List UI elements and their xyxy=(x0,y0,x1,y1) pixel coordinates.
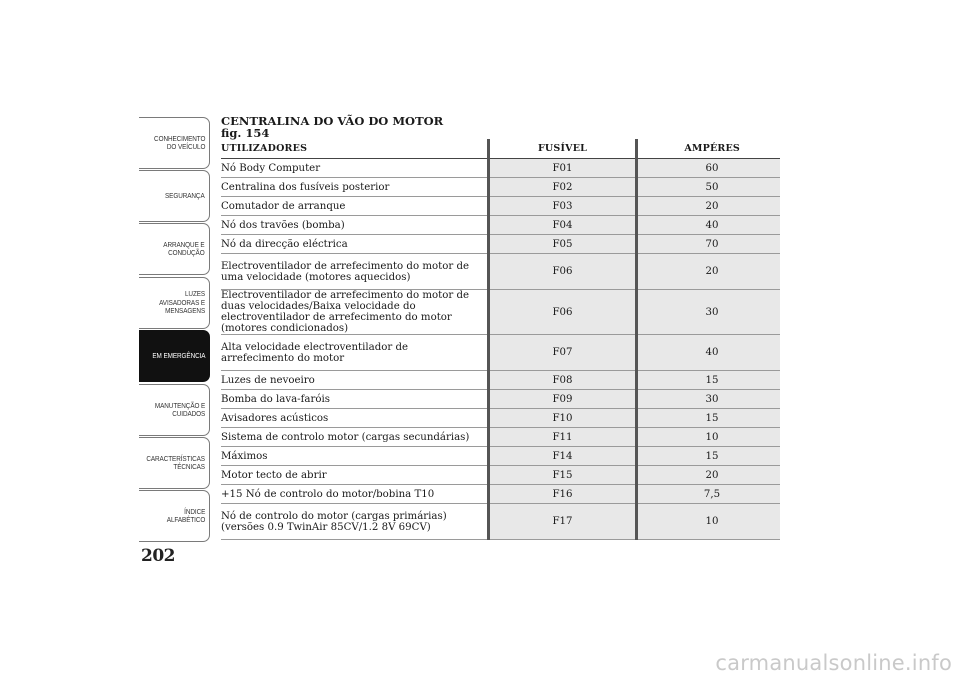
chapter-tab-label: EM EMERGÊNCIA xyxy=(151,350,205,360)
fuse-table xyxy=(221,139,780,540)
cell-user: Electroventilador de arrefecimento do motor de duas velocidades/Baixa velocidade do electroventilador de arrefecimento do motor (motores condicionados) xyxy=(221,290,489,335)
table-row xyxy=(221,254,780,290)
table-row xyxy=(221,390,780,409)
cell-user: Centralina dos fusíveis posterior xyxy=(221,178,489,197)
chapter-tab-label: MANUTENÇÃO E CUIDADOS xyxy=(154,400,205,418)
cell-amps: 30 xyxy=(637,290,781,335)
cell-amps: 10 xyxy=(637,504,781,540)
cell-fuse: F11 xyxy=(489,428,637,447)
cell-amps: 60 xyxy=(637,159,781,178)
cell-user: Nó dos travões (bomba) xyxy=(221,216,489,235)
cell-fuse: F08 xyxy=(489,371,637,390)
figure-reference: fig. 154 xyxy=(221,126,270,140)
cell-amps: 40 xyxy=(637,335,781,371)
chapter-tab-2[interactable] xyxy=(139,223,210,275)
page-number: 202 xyxy=(141,546,175,566)
cell-amps: 70 xyxy=(637,235,781,254)
cell-user: Electroventilador de arrefecimento do motor de uma velocidade (motores aquecidos) xyxy=(221,254,489,290)
table-row xyxy=(221,216,780,235)
chapter-tab-6[interactable] xyxy=(139,437,210,489)
table-row xyxy=(221,159,780,178)
cell-amps: 15 xyxy=(637,409,781,428)
table-row xyxy=(221,485,780,504)
chapter-tab-label: ÍNDICE ALFABÉTICO xyxy=(166,506,205,524)
cell-user: Avisadores acústicos xyxy=(221,409,489,428)
chapter-tab-0[interactable] xyxy=(139,117,210,169)
cell-amps: 30 xyxy=(637,390,781,409)
table-row xyxy=(221,466,780,485)
cell-amps: 50 xyxy=(637,178,781,197)
cell-fuse: F10 xyxy=(489,409,637,428)
cell-amps: 7,5 xyxy=(637,485,781,504)
cell-fuse: F17 xyxy=(489,504,637,540)
table-row xyxy=(221,371,780,390)
section-title: CENTRALINA DO VÃO DO MOTOR xyxy=(221,114,444,128)
cell-fuse: F15 xyxy=(489,466,637,485)
cell-fuse: F06 xyxy=(489,290,637,335)
table-row xyxy=(221,335,780,371)
cell-fuse: F02 xyxy=(489,178,637,197)
chapter-tab-4[interactable] xyxy=(139,330,210,382)
table-header-row xyxy=(221,139,780,159)
cell-fuse: F07 xyxy=(489,335,637,371)
chapter-tab-label: SEGURANÇA xyxy=(165,190,205,200)
cell-fuse: F09 xyxy=(489,390,637,409)
cell-user: Alta velocidade electroventilador de arrefecimento do motor xyxy=(221,335,489,371)
cell-user: Nó de controlo do motor (cargas primárias) (versões 0.9 TwinAir 85CV/1.2 8V 69CV) xyxy=(221,504,489,540)
cell-amps: 15 xyxy=(637,447,781,466)
cell-user: +15 Nó de controlo do motor/bobina T10 xyxy=(221,485,489,504)
chapter-tab-7[interactable] xyxy=(139,490,210,542)
chapter-tab-3[interactable] xyxy=(139,277,210,329)
cell-fuse: F05 xyxy=(489,235,637,254)
cell-user: Comutador de arranque xyxy=(221,197,489,216)
cell-fuse: F16 xyxy=(489,485,637,504)
cell-user: Motor tecto de abrir xyxy=(221,466,489,485)
table-row xyxy=(221,178,780,197)
table-row xyxy=(221,428,780,447)
cell-fuse: F14 xyxy=(489,447,637,466)
cell-user: Sistema de controlo motor (cargas secundárias) xyxy=(221,428,489,447)
header-users: UTILIZADORES xyxy=(221,139,489,159)
chapter-tab-label: CONHECIMENTO DO VEÍCULO xyxy=(153,133,205,151)
table-row xyxy=(221,447,780,466)
cell-fuse: F06 xyxy=(489,254,637,290)
chapter-tab-label: CARACTERÍSTICAS TÉCNICAS xyxy=(146,453,205,471)
table-row xyxy=(221,409,780,428)
chapter-tab-1[interactable] xyxy=(139,170,210,222)
cell-amps: 10 xyxy=(637,428,781,447)
chapter-sidebar xyxy=(139,117,210,543)
chapter-tab-label: ARRANQUE E CONDUÇÃO xyxy=(163,239,205,257)
cell-amps: 40 xyxy=(637,216,781,235)
header-amperes: AMPÉRES xyxy=(637,139,781,159)
cell-fuse: F04 xyxy=(489,216,637,235)
cell-amps: 20 xyxy=(637,254,781,290)
cell-fuse: F03 xyxy=(489,197,637,216)
watermark-text: carmanualsonline.info xyxy=(715,651,952,675)
cell-amps: 20 xyxy=(637,466,781,485)
cell-user: Luzes de nevoeiro xyxy=(221,371,489,390)
cell-fuse: F01 xyxy=(489,159,637,178)
cell-amps: 15 xyxy=(637,371,781,390)
cell-user: Nó da direcção eléctrica xyxy=(221,235,489,254)
header-fuse: FUSÍVEL xyxy=(489,139,637,159)
table-row xyxy=(221,504,780,540)
cell-user: Bomba do lava-faróis xyxy=(221,390,489,409)
cell-amps: 20 xyxy=(637,197,781,216)
cell-user: Nó Body Computer xyxy=(221,159,489,178)
section-title-block xyxy=(221,115,443,139)
chapter-tab-5[interactable] xyxy=(139,384,210,436)
table-row xyxy=(221,290,780,335)
table-row xyxy=(221,235,780,254)
table-row xyxy=(221,197,780,216)
chapter-tab-label: LUZES AVISADORAS E MENSAGENS xyxy=(159,289,205,316)
cell-user: Máximos xyxy=(221,447,489,466)
